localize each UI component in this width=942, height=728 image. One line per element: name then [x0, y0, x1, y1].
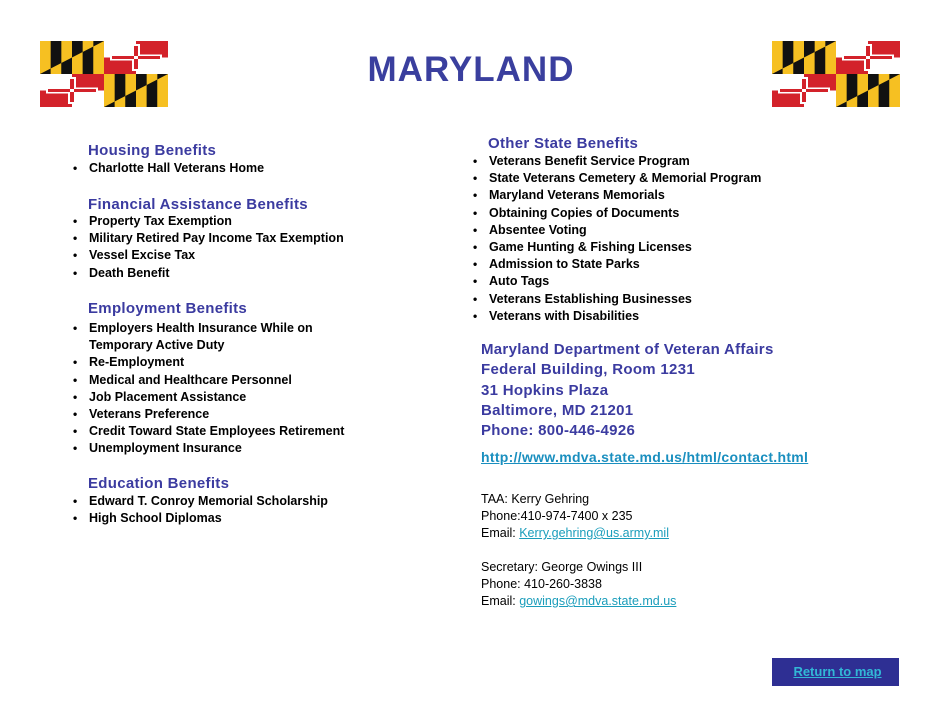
financial-list	[70, 213, 400, 282]
taa-email-link[interactable]: Kerry.gehring@us.army.mil	[519, 526, 669, 540]
contact-city: Baltimore, MD 21201	[481, 401, 634, 419]
list-item: • Charlotte Hall Veterans Home	[70, 160, 400, 177]
list-item: • Property Tax Exemption	[70, 213, 400, 230]
employment-list	[70, 320, 355, 458]
secretary-phone: Phone: 410-260-3838	[481, 577, 602, 591]
financial-heading: Financial Assistance Benefits	[88, 196, 308, 213]
secretary-email-link[interactable]: gowings@mdva.state.md.us	[519, 594, 677, 608]
taa-phone: Phone:410-974-7400 x 235	[481, 509, 633, 523]
list-item: • Veterans Establishing Businesses	[470, 291, 830, 308]
contact-org: Maryland Department of Veteran Affairs	[481, 341, 774, 358]
list-item: • Unemployment Insurance	[70, 440, 355, 457]
list-item: • Employers Health Insurance While on Temporary Active Duty	[70, 320, 355, 354]
secretary-email-label: Email:	[481, 594, 520, 608]
contact-street: 31 Hopkins Plaza	[481, 381, 609, 399]
contact-phone: Phone: 800-446-4926	[481, 422, 636, 440]
list-item: • Edward T. Conroy Memorial Scholarship	[70, 493, 400, 510]
housing-heading: Housing Benefits	[88, 142, 217, 159]
list-item: • Medical and Healthcare Personnel	[70, 372, 355, 389]
employment-heading: Employment Benefits	[88, 300, 248, 317]
list-item: • Death Benefit	[70, 265, 400, 282]
list-item: • Credit Toward State Employees Retirement	[70, 423, 355, 440]
list-item: • Veterans Benefit Service Program	[470, 153, 830, 170]
list-item: • High School Diplomas	[70, 510, 400, 527]
contact-url-link[interactable]: http://www.mdva.state.md.us/html/contact.html	[481, 449, 809, 465]
list-item: • State Veterans Cemetery & Memorial Program	[470, 170, 830, 187]
taa-contact	[481, 491, 781, 542]
page-title: MARYLAND	[367, 50, 575, 89]
list-item: • Game Hunting & Fishing Licenses	[470, 239, 830, 256]
secretary-email-row	[481, 593, 781, 610]
taa-email-row	[481, 525, 781, 542]
education-heading: Education Benefits	[88, 475, 230, 492]
taa-email-label: Email:	[481, 526, 520, 540]
contact-building: Federal Building, Room 1231	[481, 361, 695, 379]
secretary-name: Secretary: George Owings III	[481, 560, 643, 574]
list-item: • Job Placement Assistance	[70, 389, 355, 406]
taa-name: TAA: Kerry Gehring	[481, 492, 590, 506]
list-item: • Re-Employment	[70, 354, 355, 371]
list-item: • Absentee Voting	[470, 222, 830, 239]
list-item: • Auto Tags	[470, 273, 830, 290]
list-item: • Military Retired Pay Income Tax Exemption	[70, 230, 400, 247]
other-heading: Other State Benefits	[488, 135, 639, 152]
contact-block	[481, 340, 901, 441]
list-item: • Maryland Veterans Memorials	[470, 187, 830, 204]
list-item: • Veterans with Disabilities	[470, 308, 830, 325]
list-item: • Veterans Preference	[70, 406, 355, 423]
list-item: • Obtaining Copies of Documents	[470, 205, 830, 222]
secretary-contact	[481, 559, 781, 610]
return-to-map-button[interactable]: Return to map	[772, 658, 899, 686]
other-list	[470, 153, 830, 325]
list-item: • Admission to State Parks	[470, 256, 830, 273]
housing-list	[70, 160, 400, 177]
education-list	[70, 493, 400, 527]
list-item: • Vessel Excise Tax	[70, 247, 400, 264]
